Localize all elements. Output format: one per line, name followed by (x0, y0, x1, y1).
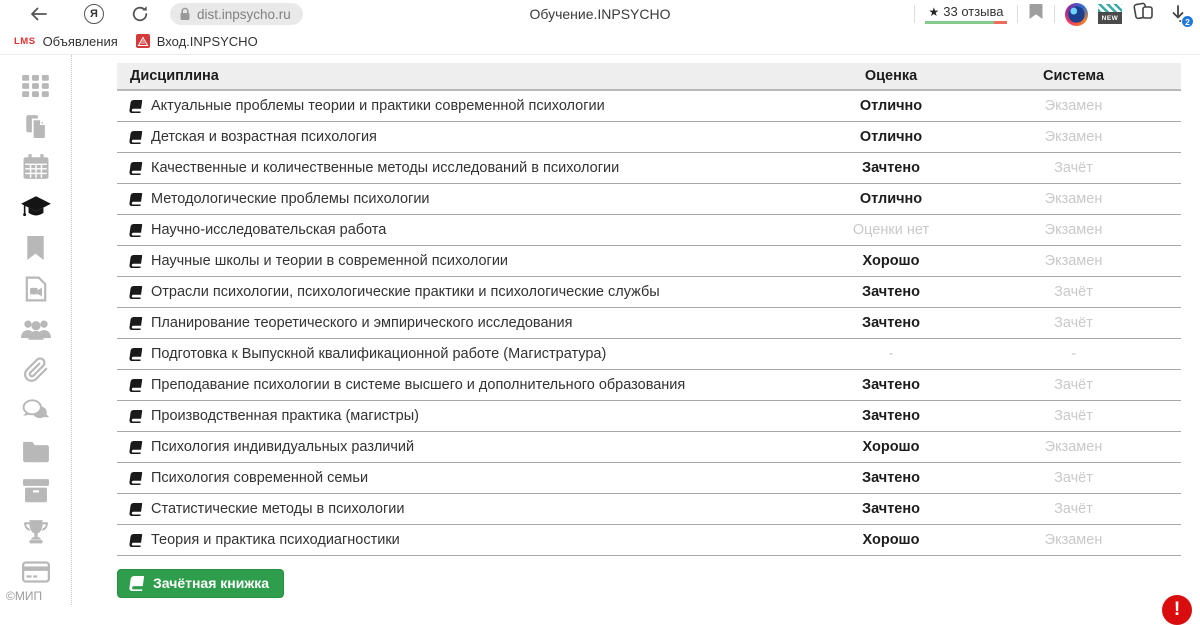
sidebar-item-bookmarks[interactable] (14, 231, 58, 265)
discipline-label: Актуальные проблемы теории и практики современной психологии (151, 98, 605, 114)
sidebar-item-users[interactable] (14, 312, 58, 346)
table-row[interactable] (117, 122, 1181, 153)
grades-table (117, 63, 1181, 556)
grade-value: Зачтено (862, 501, 920, 517)
discipline-label: Теория и практика психодиагностики (151, 532, 400, 548)
mip-favicon (136, 34, 150, 48)
system-value: - (1071, 346, 1076, 362)
table-row[interactable] (117, 339, 1181, 370)
page-title: Обучение.INPSYCHO (529, 6, 671, 22)
back-button[interactable] (24, 2, 52, 26)
system-value: Зачёт (1054, 377, 1093, 393)
table-row[interactable] (117, 246, 1181, 277)
grade-value: Отлично (859, 129, 923, 145)
discipline-label: Статистические методы в психологии (151, 501, 405, 517)
trophy-icon (23, 520, 49, 544)
calendar-icon (23, 154, 49, 180)
system-value: Зачёт (1054, 408, 1093, 424)
copyright-label: ©МИП (6, 589, 43, 603)
bookmark-label: Вход.INPSYCHO (156, 33, 258, 49)
browser-toolbar (0, 0, 1200, 28)
rating-label: 33 отзыва (943, 4, 1004, 19)
book-icon (129, 441, 144, 454)
new-feature-button[interactable] (1098, 4, 1122, 24)
book-icon (129, 193, 144, 206)
sidebar-item-video-materials[interactable] (14, 272, 58, 306)
new-badge-pattern (1098, 4, 1122, 12)
book-icon (129, 379, 144, 392)
grade-value: Хорошо (862, 439, 920, 455)
table-row[interactable] (117, 494, 1181, 525)
discipline-label: Производственная практика (магистры) (151, 408, 419, 424)
sidebar-item-payments[interactable] (14, 555, 58, 589)
book-icon (129, 162, 144, 175)
table-row[interactable] (117, 277, 1181, 308)
lms-favicon: LMS (14, 35, 36, 47)
system-value: Экзамен (1044, 532, 1103, 548)
sidebar-item-education-active[interactable] (14, 191, 58, 225)
yandex-browser-button[interactable] (80, 2, 108, 26)
grade-value: Зачтено (862, 408, 920, 424)
sidebar-item-calendar[interactable] (14, 150, 58, 184)
id-card-icon (22, 561, 50, 583)
yandex-icon: Я (84, 4, 104, 24)
new-badge-label: NEW (1098, 12, 1122, 24)
grade-value: Зачтено (862, 377, 920, 393)
toolbar-separator (1054, 5, 1055, 23)
main-content (72, 55, 1200, 620)
grade-value: Отлично (859, 98, 923, 114)
column-header-grade: Оценка (864, 68, 918, 84)
collections-button[interactable] (1132, 1, 1156, 28)
book-icon (129, 472, 144, 485)
reload-button[interactable] (126, 2, 154, 26)
table-row[interactable] (117, 401, 1181, 432)
book-icon (129, 224, 144, 237)
system-value: Экзамен (1044, 222, 1103, 238)
grade-value: Хорошо (862, 532, 920, 548)
grade-value: Зачтено (862, 315, 920, 331)
gradebook-button[interactable] (117, 569, 284, 598)
system-value: Экзамен (1044, 439, 1103, 455)
book-icon (129, 131, 144, 144)
sidebar-item-messages[interactable] (14, 393, 58, 427)
discipline-label: Научно-исследовательская работа (151, 222, 387, 238)
system-value: Экзамен (1044, 191, 1103, 207)
book-icon (129, 348, 144, 361)
bookmark-page-button[interactable] (1028, 3, 1044, 25)
discipline-label: Психология индивидуальных различий (151, 439, 415, 455)
archive-icon (23, 479, 49, 503)
discipline-label: Подготовка к Выпускной квалификационной работе (Магистратура) (151, 346, 607, 362)
table-row[interactable] (117, 525, 1181, 556)
sidebar-item-files[interactable] (14, 434, 58, 468)
address-bar[interactable] (170, 3, 303, 25)
book-icon (129, 576, 146, 591)
grade-value: Отлично (859, 191, 923, 207)
system-value: Зачёт (1054, 501, 1093, 517)
grade-value: Зачтено (862, 470, 920, 486)
graduation-cap-icon (20, 195, 52, 221)
system-value: Зачёт (1054, 284, 1093, 300)
bookmark-label: Объявления (42, 33, 118, 49)
table-row[interactable] (117, 308, 1181, 339)
left-sidebar (0, 55, 72, 605)
downloads-button[interactable] (1166, 2, 1190, 26)
discipline-label: Психология современной семьи (151, 470, 369, 486)
table-row[interactable] (117, 432, 1181, 463)
system-value: Зачёт (1054, 160, 1093, 176)
discipline-label: Планирование теоретического и эмпирического исследования (151, 315, 573, 331)
collections-icon (1132, 1, 1156, 23)
discipline-label: Качественные и количественные методы исследований в психологии (151, 160, 620, 176)
system-value: Экзамен (1044, 98, 1103, 114)
rating-bar (925, 21, 1007, 24)
bookmark-flag-icon (1028, 3, 1044, 20)
star-icon: ★ (928, 4, 940, 19)
book-icon (129, 286, 144, 299)
toolbar-separator (1017, 5, 1018, 23)
book-icon (129, 534, 144, 547)
lock-icon (179, 7, 191, 21)
extension-circle-icon[interactable] (1065, 3, 1088, 26)
system-value: Экзамен (1044, 129, 1103, 145)
grade-value: Зачтено (862, 160, 920, 176)
table-body (117, 91, 1181, 556)
sidebar-item-documents[interactable] (14, 110, 58, 144)
bookmark-icon (26, 236, 45, 260)
table-row[interactable] (117, 463, 1181, 494)
discipline-label: Преподавание психологии в системе высшего и дополнительного образования (151, 377, 686, 393)
table-row[interactable] (117, 153, 1181, 184)
sidebar-item-achievements[interactable] (14, 515, 58, 549)
discipline-label: Научные школы и теории в современной психологии (151, 253, 509, 269)
sidebar-item-archive[interactable] (14, 474, 58, 508)
documents-icon (23, 114, 49, 140)
system-value: Экзамен (1044, 253, 1103, 269)
column-header-discipline: Дисциплина (130, 68, 219, 84)
site-rating-button[interactable] (925, 4, 1007, 24)
users-icon (21, 317, 51, 341)
system-value: Зачёт (1054, 470, 1093, 486)
grade-value: Зачтено (862, 284, 920, 300)
discipline-label: Методологические проблемы психологии (151, 191, 430, 207)
table-header-row (117, 63, 1181, 91)
paperclip-icon (23, 357, 49, 383)
table-row[interactable] (117, 91, 1181, 122)
bookmark-item-login[interactable] (130, 32, 264, 51)
book-icon (129, 410, 144, 423)
book-icon (129, 255, 144, 268)
system-value: Зачёт (1054, 315, 1093, 331)
table-row[interactable] (117, 184, 1181, 215)
toolbar-separator (914, 5, 915, 23)
sidebar-item-attachments[interactable] (14, 353, 58, 387)
grade-value: Оценки нет (852, 222, 930, 238)
download-count-badge: 2 (1181, 15, 1194, 28)
sidebar-item-grid[interactable] (14, 69, 58, 103)
discipline-label: Детская и возрастная психология (151, 129, 377, 145)
table-row[interactable] (117, 215, 1181, 246)
reload-icon (131, 5, 149, 23)
book-icon (129, 100, 144, 113)
bookmark-item-announcements[interactable] (8, 32, 124, 51)
gradebook-button-label: Зачётная книжка (153, 575, 270, 591)
chat-icon (22, 398, 50, 422)
grade-value: - (888, 346, 894, 362)
grade-value: Хорошо (862, 253, 920, 269)
folder-icon (22, 439, 50, 463)
alert-notification-icon[interactable]: ! (1162, 595, 1192, 625)
grid-icon (22, 75, 49, 97)
discipline-label: Отрасли психологии, психологические практики и психологические службы (151, 284, 660, 300)
back-arrow-icon (29, 6, 48, 22)
table-row[interactable] (117, 370, 1181, 401)
video-file-icon (24, 276, 48, 302)
url-text: dist.inpsycho.ru (197, 6, 291, 22)
column-header-system: Система (1042, 68, 1105, 84)
book-icon (129, 317, 144, 330)
book-icon (129, 503, 144, 516)
bookmarks-bar (0, 28, 1200, 55)
